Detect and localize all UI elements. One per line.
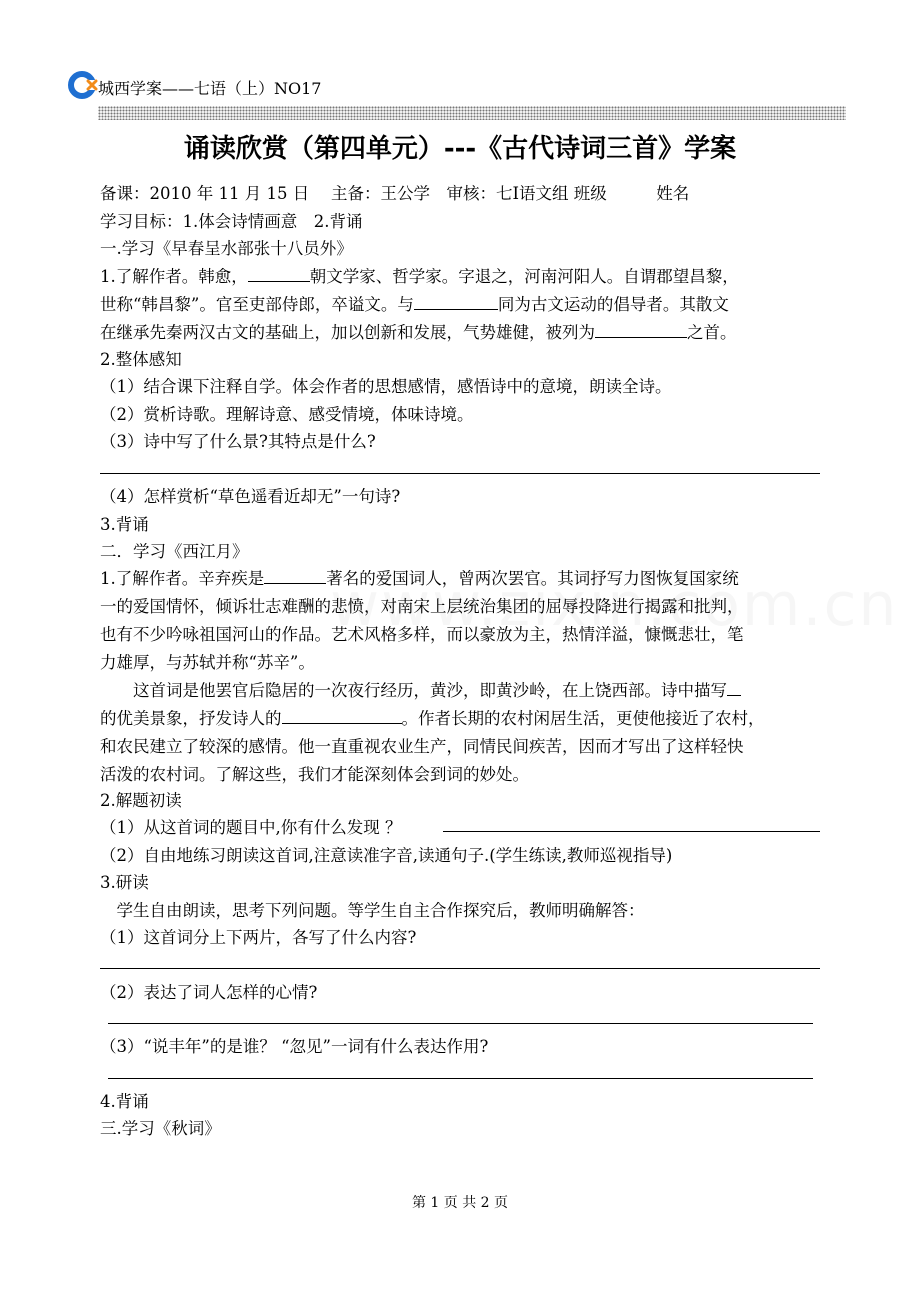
header-text: 城西学案——七语（上）NO17 bbox=[98, 79, 322, 98]
s2-para-line1: 1.了解作者。辛弃疾是 著名的爱国词人，曾两次罢官。其词抒写力图恢复国家统 bbox=[100, 569, 739, 588]
answer-line[interactable] bbox=[100, 968, 820, 969]
s1-question-3: （3）诗中写了什么景?其特点是什么? bbox=[100, 432, 376, 451]
page-header bbox=[68, 70, 848, 102]
fill-blank[interactable] bbox=[264, 568, 326, 584]
s1-subheading-2: 2.整体感知 bbox=[100, 350, 182, 369]
s1-question-4: （4）怎样赏析“草色遥看近却无”一句诗? bbox=[100, 487, 401, 506]
s1-para-line2: 世称“韩昌黎”。官至吏部侍郎，卒谥文。与 同为古文运动的倡导者。其散文 bbox=[100, 295, 729, 314]
answer-line[interactable] bbox=[108, 1023, 813, 1024]
section2-heading: 二．学习《西江月》 bbox=[100, 542, 249, 561]
s1-para-line1: 1.了解作者。韩愈， 朝文学家、哲学家。字退之，河南河阳人。自谓郡望昌黎， bbox=[100, 267, 739, 286]
s2-question-2-1: （1）从这首词的题目中,你有什么发现 ？ bbox=[100, 818, 402, 837]
learning-goal: 学习目标：1.体会诗情画意 2.背诵 bbox=[100, 212, 363, 231]
s1-question-1: （1）结合课下注释自学。体会作者的思想感情，感悟诗中的意境，朗读全诗。 bbox=[100, 377, 672, 396]
s2-question-3-3: （3）“说丰年”的是谁？ “忽见”一词有什么表达作用? bbox=[100, 1037, 489, 1056]
s2-para-line2: 一的爱国情怀，倾诉壮志难酬的悲愤，对南宋上层统治集团的屈辱投降进行揭露和批判， bbox=[100, 597, 744, 616]
logo-icon bbox=[68, 70, 98, 100]
answer-line[interactable] bbox=[108, 1078, 813, 1079]
section3-heading: 三.学习《秋词》 bbox=[100, 1119, 221, 1138]
section1-heading: 一.学习《早春呈水部张十八员外》 bbox=[100, 239, 353, 258]
s2-subheading-3: 3.研读 bbox=[100, 873, 149, 892]
s2-question-3-1: （1）这首词分上下两片，各写了什么内容? bbox=[100, 928, 417, 947]
fill-blank[interactable] bbox=[727, 680, 741, 696]
s2-question-3-2: （2）表达了词人怎样的心情? bbox=[100, 983, 318, 1002]
s2-para-line6: 的优美景象，抒发诗人的 。作者长期的农村闲居生活，更使他接近了农村， bbox=[100, 709, 765, 728]
watermark-logo bbox=[330, 570, 898, 640]
s1-question-2: （2）赏析诗歌。理解诗意、感受情境，体味诗境。 bbox=[100, 405, 474, 424]
fill-blank[interactable] bbox=[282, 708, 402, 724]
page-footer: 第 1 页 共 2 页 bbox=[411, 1195, 509, 1211]
s2-subheading-4: 4.背诵 bbox=[100, 1092, 149, 1111]
s1-para-line3: 在继承先秦两汉古文的基础上，加以创新和发展，气势雄健，被列为 之首。 bbox=[100, 323, 737, 342]
s1-subheading-3: 3.背诵 bbox=[100, 515, 149, 534]
s2-para-line4: 力雄厚，与苏轼并称“苏辛”。 bbox=[100, 653, 315, 672]
s2-para-line7: 和农民建立了较深的感情。他一直重视农业生产，同情民间疾苦，因而才写出了这样轻快 bbox=[100, 737, 744, 756]
s2-study-intro: 学生自由朗读，思考下列问题。等学生自主合作探究后，教师明确解答： bbox=[100, 901, 645, 920]
fill-blank[interactable] bbox=[248, 266, 310, 282]
s2-para-line3: 也有不少吟咏祖国河山的作品。艺术风格多样，而以豪放为主，热情洋溢，慷慨悲壮，笔 bbox=[100, 625, 744, 644]
s2-para-line5: 这首词是他罢官后隐居的一次夜行经历，黄沙，即黄沙岭，在上饶西部。诗中描写 bbox=[100, 677, 741, 701]
s2-subheading-2: 2.解题初读 bbox=[100, 791, 182, 810]
answer-line[interactable] bbox=[100, 473, 820, 474]
dotted-divider bbox=[98, 106, 846, 120]
s2-question-2-2: （2）自由地练习朗读这首词,注意读准字音,读通句子.(学生练读,教师巡视指导) bbox=[100, 846, 673, 865]
fill-blank[interactable] bbox=[595, 322, 687, 338]
s2-para-line8: 活泼的农村词。了解这些，我们才能深刻体会到词的妙处。 bbox=[100, 765, 529, 784]
fill-blank[interactable] bbox=[414, 294, 498, 310]
page-title: 诵读欣赏（第四单元）---《古代诗词三首》学案 bbox=[183, 134, 737, 164]
meta-line: 备课：2010 年 11 月 15 日 主备：王公学 审核：七Ⅰ语文组 班级 姓名 bbox=[100, 184, 690, 203]
answer-line[interactable] bbox=[443, 831, 820, 832]
